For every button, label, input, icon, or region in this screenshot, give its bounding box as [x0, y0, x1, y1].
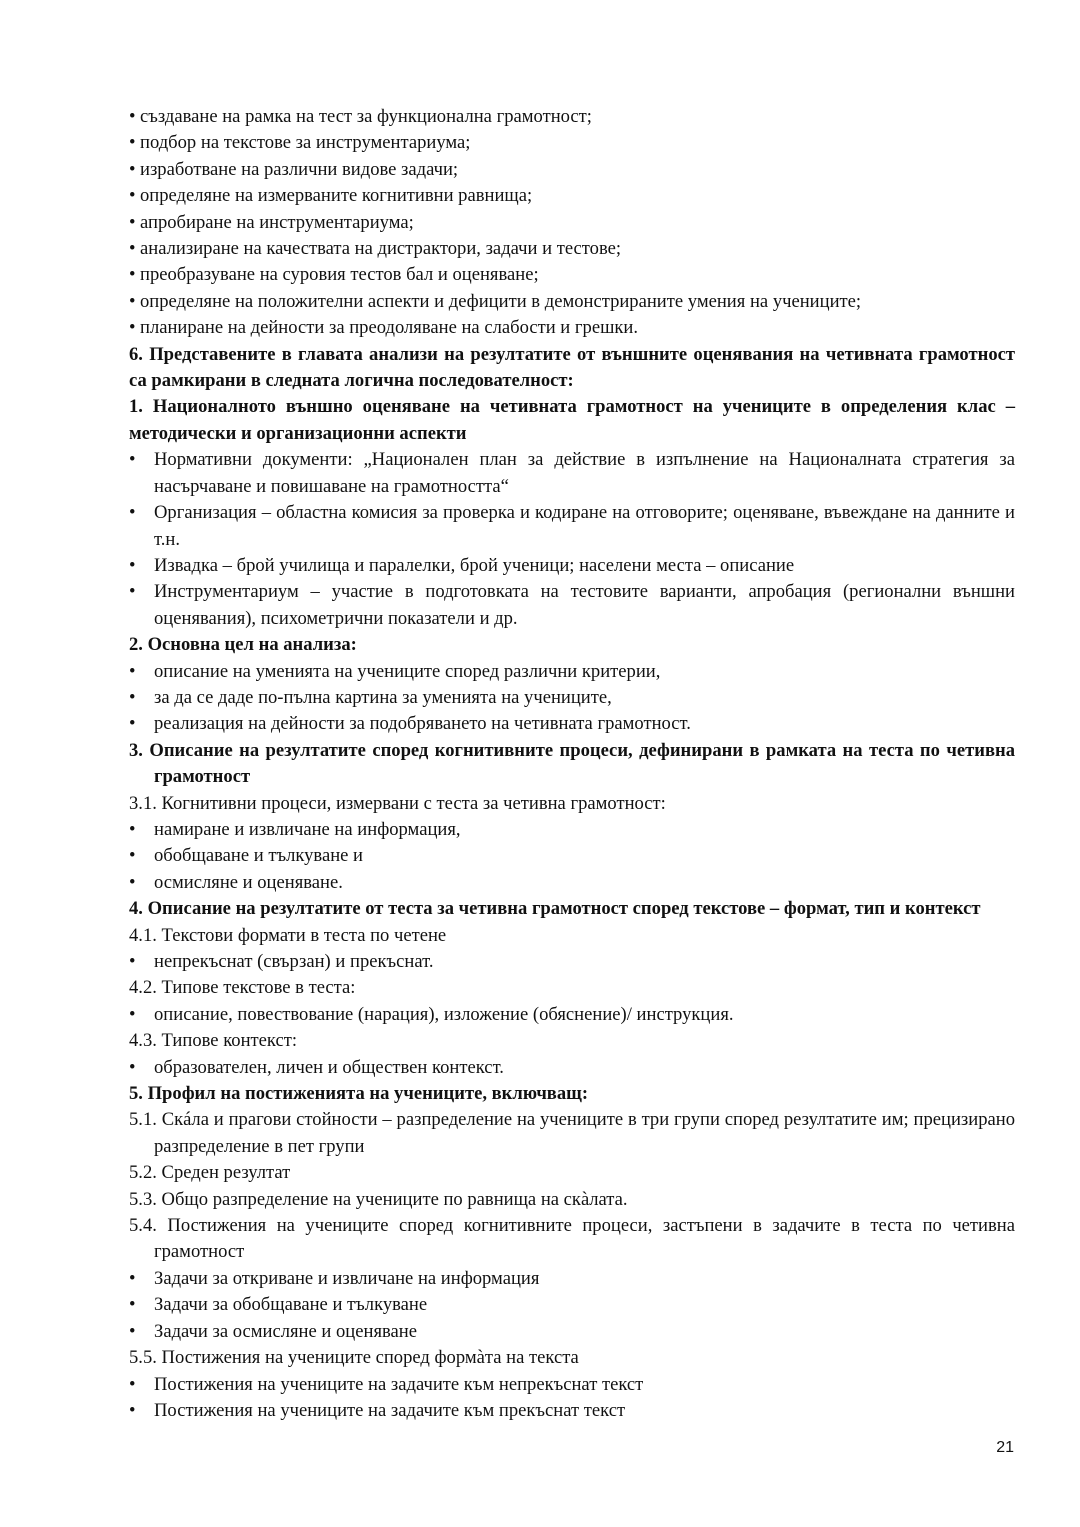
- list-item: • Задачи за осмисляне и оценяване: [129, 1319, 1015, 1345]
- list-item: • намиране и извличане на информация,: [129, 817, 1015, 843]
- list-item: • създаване на рамка на тест за функционална грамотност;: [129, 104, 1015, 130]
- list-item: • подбор на текстове за инструментариума;: [129, 130, 1015, 156]
- list-item: • Нормативни документи: „Национален план за действие в изпълнение на Националната стратегия за насърчаване и повишаване на грамотността“: [129, 447, 1015, 500]
- section-heading-5: 5. Профил на постиженията на учениците, включващ:: [129, 1083, 589, 1105]
- page-content: [129, 104, 1015, 1424]
- bullet-icon: •: [129, 502, 136, 524]
- bullet-icon: •: [129, 871, 136, 893]
- subsection-5-2: 5.2. Среден резултат: [129, 1162, 291, 1184]
- subsection-5-4: 5.4. Постижения на учениците според когнитивните процеси, застъпени в задачите в теста по четивна грамотност: [129, 1215, 1015, 1263]
- bullet-icon: •: [129, 581, 136, 603]
- list-item: • Инструментариум – участие в подготовката на тестовите варианти, апробация (регионални външни оценявания), психометрични показатели и др.: [129, 579, 1015, 632]
- list-item: • Задачи за откриване и извличане на информация: [129, 1266, 1015, 1292]
- list-item: • Задачи за обобщаване и тълкуване: [129, 1292, 1015, 1318]
- list-item: • Постижения на учениците на задачите към прекъснат текст: [129, 1398, 1015, 1424]
- bullet-icon: •: [129, 660, 136, 682]
- list-item: • Постижения на учениците на задачите към непрекъснат текст: [129, 1372, 1015, 1398]
- top-bullet-list: [129, 104, 1015, 342]
- subsection-4-1: 4.1. Текстови формати в теста по четене: [129, 924, 447, 946]
- list-item: • преобразуване на суровия тестов бал и оценяване;: [129, 262, 1015, 288]
- bullet-icon: •: [129, 449, 136, 471]
- bullet-icon: •: [129, 1003, 136, 1025]
- subsection-5-5: 5.5. Постижения на учениците според формàта на текста: [129, 1347, 579, 1369]
- list-item: • определяне на положителни аспекти и дефицити в демонстрираните умения на учениците;: [129, 289, 1015, 315]
- list-item: • планиране на дейности за преодоляване на слабости и грешки.: [129, 315, 1015, 341]
- list-item: • обобщаване и тълкуване и: [129, 843, 1015, 869]
- subsection-5-1: 5.1. Скáла и прагови стойности – разпределение на учениците в три групи според резултатите им; прецизирано разпределение в пет групи: [129, 1109, 1015, 1157]
- subsection-5-3: 5.3. Общо разпределение на учениците по равнища на скàлата.: [129, 1188, 628, 1210]
- bullet-icon: •: [129, 1373, 136, 1395]
- list-item: • изработване на различни видове задачи;: [129, 157, 1015, 183]
- list-item: • реализация на дейности за подобряването на четивната грамотност.: [129, 711, 1015, 737]
- section-heading-4: 4. Описание на резултатите от теста за четивна грамотност според текстове – формат, тип и контекст: [129, 898, 981, 920]
- section-heading-2: 2. Основна цел на анализа:: [129, 634, 357, 656]
- bullet-icon: •: [129, 554, 136, 576]
- bullet-icon: •: [129, 1294, 136, 1316]
- bullet-icon: •: [129, 1056, 136, 1078]
- bullet-icon: •: [129, 158, 136, 180]
- list-item: • Извадка – брой училища и паралелки, брой ученици; населени места – описание: [129, 553, 1015, 579]
- bullet-icon: •: [129, 290, 136, 312]
- section-heading-3: 3. Описание на резултатите според когнитивните процеси, дефинирани в рамката на теста по четивна грамотност: [129, 739, 1015, 788]
- section-heading-1: 1. Националното външно оценяване на четивната грамотност на учениците в определения клас – методически и организационни аспекти: [129, 396, 1015, 444]
- bullet-icon: •: [129, 317, 136, 339]
- bullet-icon: •: [129, 1399, 136, 1421]
- list-item: • образователен, личен и обществен контекст.: [129, 1055, 1015, 1081]
- subsection-4-2: 4.2. Типове текстове в теста:: [129, 977, 356, 999]
- bullet-icon: •: [129, 238, 136, 260]
- bullet-icon: •: [129, 1267, 136, 1289]
- bullet-icon: •: [129, 818, 136, 840]
- section-heading-6: 6. Представените в главата анализи на резултатите от външните оценявания на четивната грамотност са рамкирани в следната логична последователност:: [129, 343, 1015, 392]
- list-item: • осмисляне и оценяване.: [129, 870, 1015, 896]
- list-item: • непрекъснат (свързан) и прекъснат.: [129, 949, 1015, 975]
- bullet-icon: •: [129, 951, 136, 972]
- bullet-icon: •: [129, 1320, 136, 1342]
- bullet-icon: •: [129, 132, 136, 154]
- bullet-icon: •: [129, 185, 136, 207]
- bullet-icon: •: [129, 713, 136, 735]
- list-item: • апробиране на инструментариума;: [129, 210, 1015, 236]
- bullet-icon: •: [129, 211, 136, 233]
- list-item: • Организация – областна комисия за проверка и кодиране на отговорите; оценяване, въвеждане на данните и т.н.: [129, 500, 1015, 553]
- list-item: • за да се даде по-пълна картина за уменията на учениците,: [129, 685, 1015, 711]
- list-item: • описание, повествование (нарация), изложение (обяснение)/ инструкция.: [129, 1002, 1015, 1028]
- page-number: 21: [996, 1439, 1014, 1456]
- list-item: • анализиране на качествата на дистрактори, задачи и тестове;: [129, 236, 1015, 262]
- list-item: • определяне на измерваните когнитивни равнища;: [129, 183, 1015, 209]
- list-item: • описание на уменията на учениците според различни критерии,: [129, 659, 1015, 685]
- bullet-icon: •: [129, 106, 136, 127]
- bullet-icon: •: [129, 845, 136, 867]
- bullet-icon: •: [129, 264, 136, 286]
- subsection-4-3: 4.3. Типове контекст:: [129, 1030, 298, 1052]
- bullet-icon: •: [129, 686, 136, 708]
- subsection-3-1: 3.1. Когнитивни процеси, измервани с теста за четивна грамотност:: [129, 792, 666, 814]
